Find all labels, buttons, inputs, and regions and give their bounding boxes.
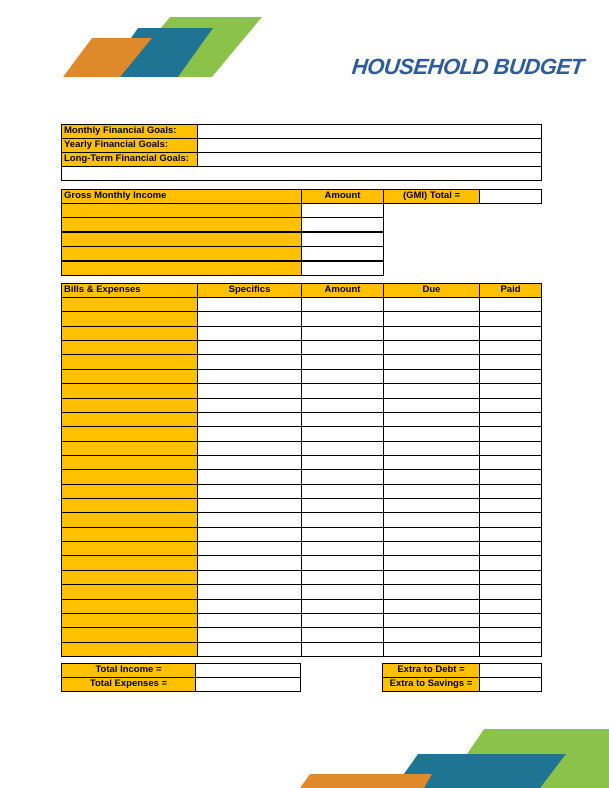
expense-paid-cell[interactable] [479,311,542,326]
paid-header: Paid [479,283,542,298]
expense-specifics-cell[interactable] [197,340,302,355]
expense-amount-cell[interactable] [301,412,384,427]
expense-paid-cell[interactable] [479,326,542,341]
expense-specifics-cell[interactable] [197,383,302,398]
expense-name-cell[interactable] [61,398,198,413]
total-expenses-label: Total Expenses = [61,677,196,692]
expense-name-cell[interactable] [61,469,198,484]
expense-paid-cell[interactable] [479,398,542,413]
specifics-header: Specifics [197,283,302,298]
income-amount-header: Amount [301,189,384,204]
total-expenses-field[interactable] [195,677,301,692]
expense-due-cell[interactable] [383,527,480,542]
expense-due-cell[interactable] [383,441,480,456]
expense-paid-cell[interactable] [479,297,542,312]
expense-name-cell[interactable] [61,340,198,355]
income-source-cell[interactable] [61,203,302,218]
monthly-goals-field[interactable] [197,124,542,139]
expense-paid-cell[interactable] [479,484,542,499]
expense-due-cell[interactable] [383,369,480,384]
extra-savings-field[interactable] [479,677,542,692]
expense-name-cell[interactable] [61,512,198,527]
expense-amount-cell[interactable] [301,613,384,628]
income-source-cell[interactable] [61,261,302,276]
income-amount-cell[interactable] [301,203,384,218]
expense-amount-cell[interactable] [301,555,384,570]
expense-name-cell[interactable] [61,541,198,556]
expense-specifics-cell[interactable] [197,613,302,628]
expense-name-cell[interactable] [61,326,198,341]
expense-amount-cell[interactable] [301,484,384,499]
expense-amount-cell[interactable] [301,627,384,642]
expense-amount-cell[interactable] [301,570,384,585]
gmi-total-field[interactable] [479,189,542,204]
expense-name-cell[interactable] [61,455,198,470]
expense-amount-cell[interactable] [301,455,384,470]
expense-name-cell[interactable] [61,484,198,499]
expense-specifics-cell[interactable] [197,469,302,484]
yearly-goals-label: Yearly Financial Goals: [61,138,198,153]
expense-due-cell[interactable] [383,541,480,556]
expense-amount-cell[interactable] [301,541,384,556]
expense-specifics-cell[interactable] [197,584,302,599]
long-term-goals-label: Long-Term Financial Goals: [61,152,198,167]
expense-name-cell[interactable] [61,498,198,513]
expense-specifics-cell[interactable] [197,599,302,614]
expense-amount-cell[interactable] [301,326,384,341]
expense-specifics-cell[interactable] [197,412,302,427]
total-income-label: Total Income = [61,663,196,678]
expense-amount-cell[interactable] [301,369,384,384]
amount-header: Amount [301,283,384,298]
expense-specifics-cell[interactable] [197,627,302,642]
monthly-goals-label: Monthly Financial Goals: [61,124,198,139]
expense-paid-cell[interactable] [479,498,542,513]
expense-due-cell[interactable] [383,412,480,427]
expense-amount-cell[interactable] [301,398,384,413]
income-source-cell[interactable] [61,232,302,247]
expense-specifics-cell[interactable] [197,398,302,413]
expense-amount-cell[interactable] [301,426,384,441]
expense-paid-cell[interactable] [479,469,542,484]
expense-due-cell[interactable] [383,642,480,657]
income-header: Gross Monthly Income [61,189,302,204]
expense-due-cell[interactable] [383,484,480,499]
expense-paid-cell[interactable] [479,441,542,456]
expense-amount-cell[interactable] [301,469,384,484]
expense-due-cell[interactable] [383,613,480,628]
footer-orange-shape [300,774,432,788]
expense-paid-cell[interactable] [479,627,542,642]
expense-name-cell[interactable] [61,570,198,585]
income-amount-cell[interactable] [301,217,384,232]
expense-due-cell[interactable] [383,627,480,642]
expense-paid-cell[interactable] [479,527,542,542]
expense-paid-cell[interactable] [479,570,542,585]
expense-name-cell[interactable] [61,297,198,312]
expense-specifics-cell[interactable] [197,512,302,527]
expense-amount-cell[interactable] [301,584,384,599]
expense-amount-cell[interactable] [301,354,384,369]
extra-debt-label: Extra to Debt = [382,663,480,678]
expense-name-cell[interactable] [61,599,198,614]
expense-due-cell[interactable] [383,398,480,413]
expense-due-cell[interactable] [383,584,480,599]
expense-paid-cell[interactable] [479,555,542,570]
expense-amount-cell[interactable] [301,599,384,614]
expense-name-cell[interactable] [61,426,198,441]
gmi-total-label: (GMI) Total = [383,189,480,204]
expense-name-cell[interactable] [61,354,198,369]
expense-due-cell[interactable] [383,311,480,326]
expense-specifics-cell[interactable] [197,297,302,312]
expense-specifics-cell[interactable] [197,311,302,326]
expense-amount-cell[interactable] [301,311,384,326]
expense-due-cell[interactable] [383,383,480,398]
expense-specifics-cell[interactable] [197,369,302,384]
expense-name-cell[interactable] [61,555,198,570]
extra-savings-label: Extra to Savings = [382,677,480,692]
expense-amount-cell[interactable] [301,512,384,527]
expense-due-cell[interactable] [383,340,480,355]
expense-paid-cell[interactable] [479,613,542,628]
expense-due-cell[interactable] [383,469,480,484]
expense-specifics-cell[interactable] [197,642,302,657]
expense-due-cell[interactable] [383,354,480,369]
expense-specifics-cell[interactable] [197,527,302,542]
expense-specifics-cell[interactable] [197,455,302,470]
expense-due-cell[interactable] [383,455,480,470]
expense-due-cell[interactable] [383,326,480,341]
expense-name-cell[interactable] [61,383,198,398]
expense-amount-cell[interactable] [301,498,384,513]
expense-name-cell[interactable] [61,441,198,456]
expense-specifics-cell[interactable] [197,441,302,456]
expense-amount-cell[interactable] [301,642,384,657]
income-amount-cell[interactable] [301,261,384,276]
expense-paid-cell[interactable] [479,369,542,384]
expense-name-cell[interactable] [61,369,198,384]
expense-due-cell[interactable] [383,297,480,312]
income-source-cell[interactable] [61,246,302,261]
expense-paid-cell[interactable] [479,412,542,427]
expense-amount-cell[interactable] [301,340,384,355]
expense-amount-cell[interactable] [301,297,384,312]
expense-name-cell[interactable] [61,613,198,628]
expense-specifics-cell[interactable] [197,555,302,570]
expense-due-cell[interactable] [383,426,480,441]
expense-due-cell[interactable] [383,512,480,527]
expense-paid-cell[interactable] [479,340,542,355]
expense-specifics-cell[interactable] [197,570,302,585]
income-source-cell[interactable] [61,217,302,232]
long-term-goals-field[interactable] [197,152,542,167]
expense-due-cell[interactable] [383,599,480,614]
expense-paid-cell[interactable] [479,426,542,441]
expense-paid-cell[interactable] [479,599,542,614]
expense-paid-cell[interactable] [479,383,542,398]
expense-due-cell[interactable] [383,570,480,585]
expense-paid-cell[interactable] [479,455,542,470]
due-header: Due [383,283,480,298]
expense-name-cell[interactable] [61,311,198,326]
expense-amount-cell[interactable] [301,383,384,398]
expense-name-cell[interactable] [61,527,198,542]
expense-name-cell[interactable] [61,412,198,427]
page-title: HOUSEHOLD BUDGET [350,54,585,79]
yearly-goals-field[interactable] [197,138,542,153]
goals-extra-field[interactable] [61,166,542,181]
expense-name-cell[interactable] [61,627,198,642]
expense-amount-cell[interactable] [301,441,384,456]
expense-specifics-cell[interactable] [197,498,302,513]
expense-specifics-cell[interactable] [197,484,302,499]
footer-graphic [290,722,609,788]
expense-name-cell[interactable] [61,642,198,657]
income-amount-cell[interactable] [301,232,384,247]
expense-specifics-cell[interactable] [197,354,302,369]
expense-paid-cell[interactable] [479,541,542,556]
expense-paid-cell[interactable] [479,354,542,369]
extra-debt-field[interactable] [479,663,542,678]
expenses-header: Bills & Expenses [61,283,198,298]
expense-amount-cell[interactable] [301,527,384,542]
logo-graphic [0,0,300,90]
expense-specifics-cell[interactable] [197,426,302,441]
expense-due-cell[interactable] [383,555,480,570]
income-amount-cell[interactable] [301,246,384,261]
total-income-field[interactable] [195,663,301,678]
expense-name-cell[interactable] [61,584,198,599]
expense-paid-cell[interactable] [479,512,542,527]
expense-due-cell[interactable] [383,498,480,513]
expense-paid-cell[interactable] [479,642,542,657]
expense-specifics-cell[interactable] [197,326,302,341]
expense-specifics-cell[interactable] [197,541,302,556]
expense-paid-cell[interactable] [479,584,542,599]
